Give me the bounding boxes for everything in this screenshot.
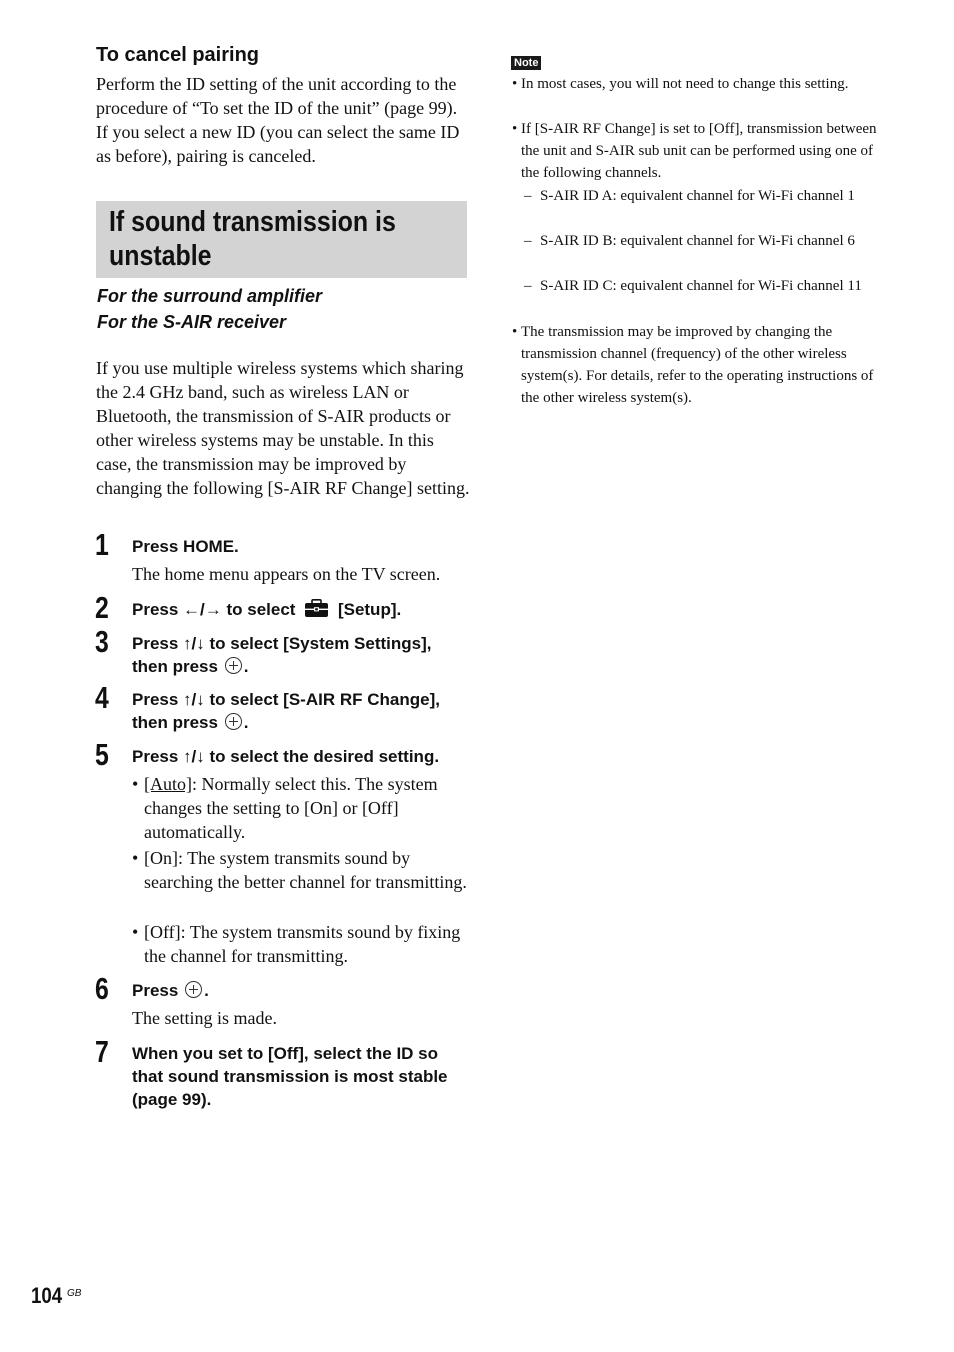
bullet-mark: •	[132, 774, 139, 794]
bullet-mark: •	[512, 76, 518, 92]
subtitle-s-air-receiver: For the S-AIR receiver	[97, 312, 287, 332]
note-item-text: In most cases, you will not need to change this setting.	[521, 76, 849, 92]
note-item	[512, 118, 884, 184]
enter-button-icon	[225, 657, 242, 674]
channel-item-text: S-AIR ID C: equivalent channel for Wi-Fi channel 11	[540, 278, 862, 294]
enter-button-icon	[185, 981, 202, 998]
option-auto	[132, 772, 467, 844]
enter-button-icon	[225, 713, 242, 730]
step-2-text-b: [Setup].	[337, 600, 402, 619]
dash-mark: –	[524, 188, 532, 204]
step-6-period: .	[204, 981, 209, 1000]
step-number: 6	[95, 971, 109, 1006]
channel-item	[524, 230, 884, 252]
step-4-instruction	[132, 688, 472, 734]
step-3-period: .	[243, 657, 249, 676]
option-off	[132, 920, 467, 968]
step-2-text-a: Press ←/→ to select	[132, 600, 296, 619]
cancel-pairing-heading: To cancel pairing	[96, 44, 259, 66]
toolbox-icon	[304, 599, 329, 624]
step-number: 2	[95, 590, 109, 625]
step-4-text: Press ↑/↓ to select [S-AIR RF Change], then press	[132, 690, 440, 732]
channel-item-text: S-AIR ID B: equivalent channel for Wi-Fi channel 6	[540, 233, 855, 249]
step-3-text: Press ↑/↓ to select [System Settings], then press	[132, 634, 432, 676]
note-label: Note	[511, 56, 541, 70]
bullet-mark: •	[132, 922, 139, 942]
channel-item-text: S-AIR ID A: equivalent channel for Wi-Fi channel 1	[540, 188, 855, 204]
step-number: 3	[95, 624, 109, 659]
step-number: 4	[95, 680, 109, 715]
step-4-period: .	[243, 713, 249, 732]
step-3-instruction	[132, 632, 472, 678]
intro-paragraph: If you use multiple wireless systems which sharing the 2.4 GHz band, such as wireless LAN or Bluetooth, the transmission of S-AIR products or other wireless systems may be unstable. In this case, the transmission may be improved by changing the following [S-AIR RF Change] setting.	[96, 358, 470, 498]
step-1-instruction: Press HOME.	[132, 537, 239, 556]
cancel-pairing-body: Perform the ID setting of the unit according to the procedure of “To set the ID of the unit” (page 99). If you select a new ID (you can select the same ID as before), pairing is canceled.	[96, 74, 460, 166]
dash-mark: –	[524, 233, 532, 249]
step-1-result: The home menu appears on the TV screen.	[132, 564, 441, 584]
bullet-mark: •	[512, 121, 518, 137]
bullet-mark: •	[512, 324, 518, 340]
dash-mark: –	[524, 278, 532, 294]
section-title-line-2: unstable	[109, 240, 212, 272]
option-auto-term: [Auto]	[144, 774, 192, 794]
step-6-result: The setting is made.	[132, 1008, 277, 1028]
step-number: 7	[95, 1034, 109, 1069]
subtitle-surround-amplifier: For the surround amplifier	[97, 286, 323, 306]
step-5-instruction: Press ↑/↓ to select the desired setting.	[132, 747, 440, 766]
option-on	[132, 846, 467, 894]
step-number: 1	[95, 527, 109, 562]
step-6-instruction	[132, 979, 472, 1002]
step-number: 5	[95, 737, 109, 772]
section-title	[109, 205, 410, 273]
note-item	[512, 321, 884, 409]
page-number: 104	[31, 1283, 63, 1308]
note-item-text: If [S-AIR RF Change] is set to [Off], transmission between the unit and S-AIR sub unit can be performed using one of the following channels.	[521, 121, 877, 181]
option-on-text: [On]: The system transmits sound by searching the better channel for transmitting.	[144, 848, 467, 892]
note-item	[512, 73, 884, 95]
option-off-text: [Off]: The system transmits sound by fixing the channel for transmitting.	[144, 922, 461, 966]
section-title-line-1: If sound transmission is	[109, 206, 396, 238]
channel-item	[524, 275, 884, 297]
step-7-instruction: When you set to [Off], select the ID so that sound transmission is most stable (page 99).	[132, 1044, 448, 1109]
bullet-mark: •	[132, 848, 139, 868]
step-6-text: Press	[132, 981, 179, 1000]
page-language-suffix: GB	[67, 1288, 82, 1299]
channel-item	[524, 185, 884, 207]
step-2-instruction	[132, 598, 472, 624]
option-auto-desc: : Normally select this. The system changes the setting to [On] or [Off] automatically.	[144, 774, 438, 842]
note-item-text: The transmission may be improved by changing the transmission channel (frequency) of the other wireless system(s). For details, refer to the operating instructions of the other wireless system(s).	[521, 324, 874, 406]
